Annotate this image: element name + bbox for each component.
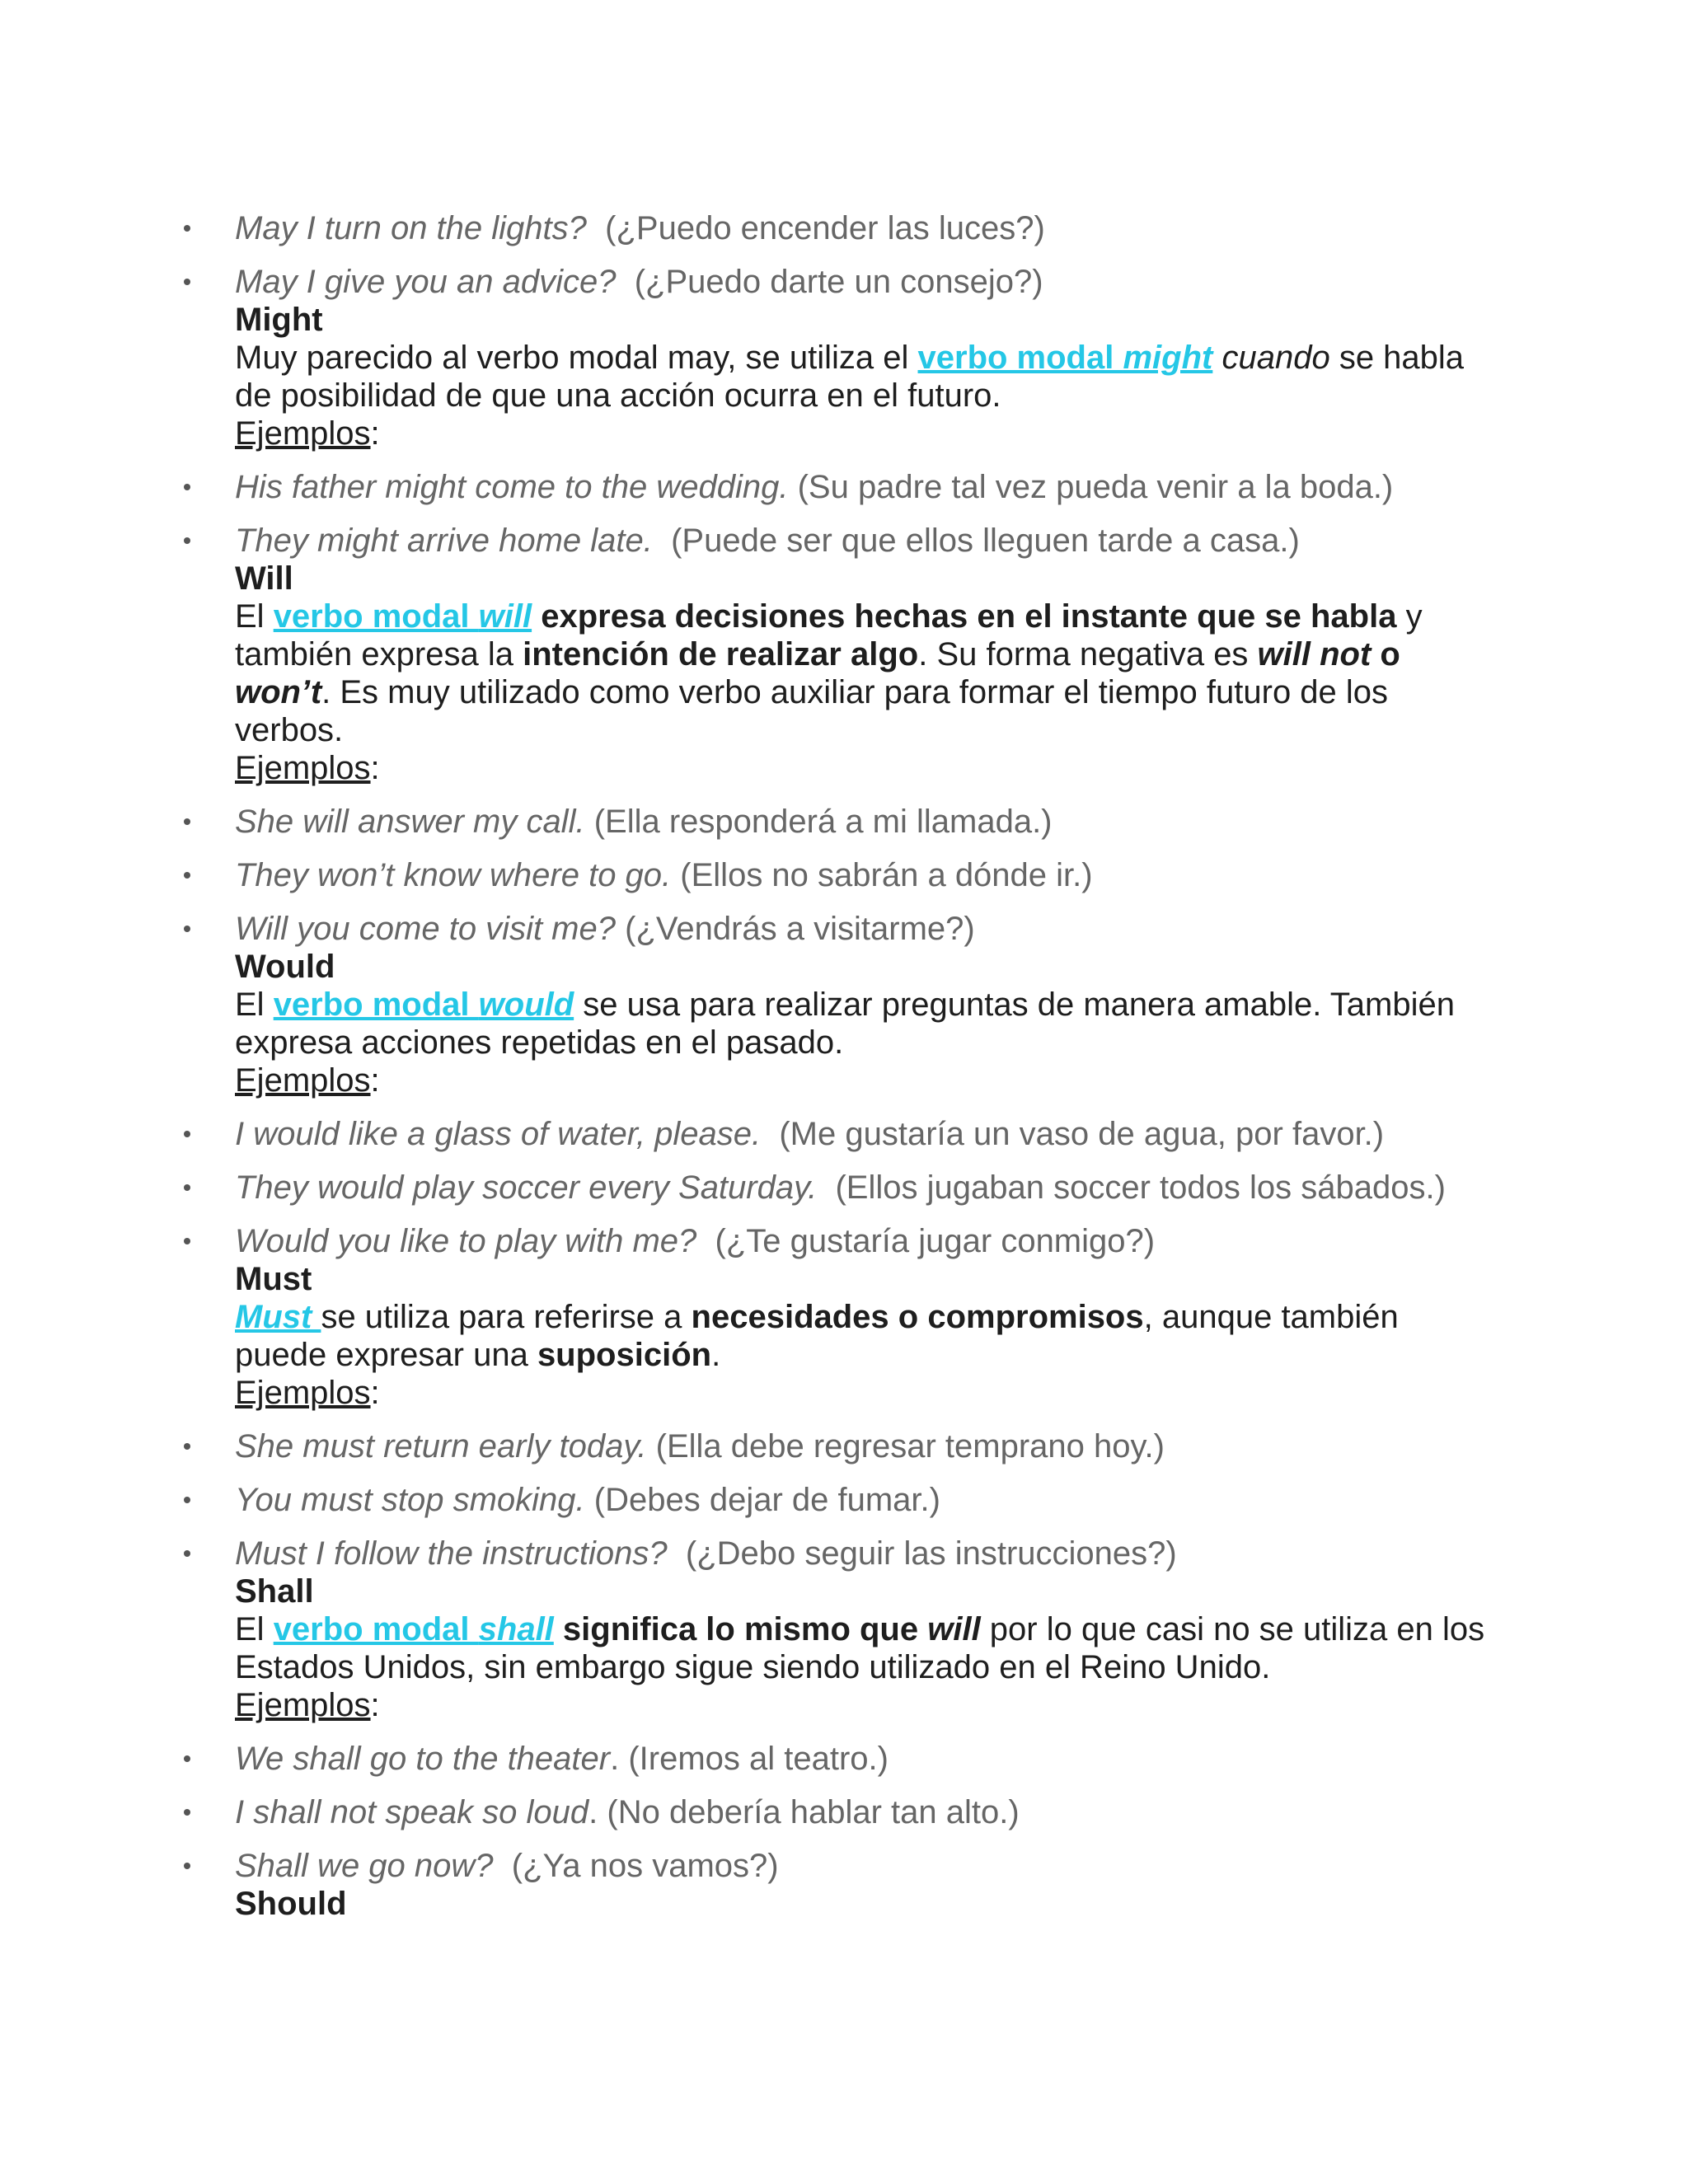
list-item [235, 910, 1488, 1099]
example-english: You must stop smoking. [235, 1482, 585, 1518]
example-english: They might arrive home late. [235, 523, 653, 559]
examples-label: Ejemplos: [235, 750, 380, 786]
examples-label: Ejemplos: [235, 1375, 380, 1411]
list-item [235, 1535, 1488, 1724]
bullet-icon [184, 1863, 190, 1869]
section-heading: Must [235, 1261, 312, 1297]
example-spanish: (Puede ser que ellos lleguen tarde a casa.) [671, 523, 1300, 559]
section-description: El verbo modal will expresa decisiones hechas en el instante que se habla y también expresa la intención de realizar algo. Su forma negativa es will not o won’t. Es muy utilizado como verbo auxiliar para formar el tiempo futuro de los verbos. [235, 598, 1423, 748]
section-should [235, 1885, 1488, 1923]
example-english: Must I follow the instructions? [235, 1535, 668, 1572]
example-english: We shall go to the theater [235, 1741, 611, 1777]
bullet-icon [184, 1238, 190, 1244]
bullet-icon [184, 1550, 190, 1557]
bullet-icon [184, 537, 190, 544]
example-english: May I turn on the lights? [235, 210, 587, 246]
example-spanish: (¿Puedo encender las luces?) [605, 210, 1045, 246]
list-item [235, 803, 1488, 841]
bullet-icon [184, 1131, 190, 1137]
example-spanish: (¿Vendrás a visitarme?) [625, 911, 975, 947]
section-heading: Might [235, 302, 323, 338]
section-heading: Shall [235, 1573, 314, 1610]
would-link[interactable]: verbo modal would [273, 987, 574, 1023]
section-might [235, 301, 1488, 452]
example-spanish: (Debes dejar de fumar.) [593, 1482, 940, 1518]
example-spanish: (¿Te gustaría jugar conmigo?) [715, 1223, 1156, 1259]
example-spanish: (Ellos jugaban soccer todos los sábados.) [835, 1169, 1446, 1206]
bullet-icon [184, 818, 190, 825]
example-spanish: (Me gustaría un vaso de agua, por favor.) [779, 1116, 1385, 1152]
section-shall [235, 1572, 1488, 1724]
shall-link[interactable]: verbo modal shall [273, 1611, 554, 1647]
bullet-icon [184, 484, 190, 490]
example-spanish: . (No debería hablar tan alto.) [588, 1794, 1020, 1830]
might-link[interactable]: verbo modal might [917, 340, 1213, 376]
list-item [235, 263, 1488, 452]
section-must [235, 1260, 1488, 1412]
example-spanish: (¿Ya nos vamos?) [511, 1848, 779, 1884]
examples-label: Ejemplos: [235, 415, 380, 452]
example-english: May I give you an advice? [235, 264, 617, 300]
bullet-icon [184, 1809, 190, 1816]
bullet-icon [184, 1497, 190, 1503]
example-english: They would play soccer every Saturday. [235, 1169, 818, 1206]
bullet-icon [184, 1184, 190, 1191]
list-item [235, 1847, 1488, 1923]
example-english: Will you come to visit me? [235, 911, 616, 947]
example-english: Would you like to play with me? [235, 1223, 697, 1259]
list-item [235, 209, 1488, 247]
bullet-icon [184, 279, 190, 285]
document-content [235, 209, 1488, 1938]
section-heading: Would [235, 949, 335, 985]
section-will [235, 560, 1488, 787]
example-english: She will answer my call. [235, 804, 585, 840]
section-would [235, 948, 1488, 1099]
section-description: Must se utiliza para referirse a necesidades o compromisos, aunque también puede expresar una suposición. [235, 1299, 1399, 1373]
list-item [235, 1793, 1488, 1831]
example-spanish: (Su padre tal vez pueda venir a la boda.) [797, 469, 1394, 505]
list-item [235, 1740, 1488, 1778]
example-spanish: (Ella debe regresar temprano hoy.) [655, 1428, 1165, 1465]
must-link[interactable]: Must [235, 1299, 321, 1335]
example-spanish: (Ella responderá a mi llamada.) [593, 804, 1053, 840]
list-item [235, 1481, 1488, 1519]
bullet-icon [184, 872, 190, 879]
section-description: El verbo modal would se usa para realizar preguntas de manera amable. También expresa acciones repetidas en el pasado. [235, 987, 1455, 1061]
list-item [235, 522, 1488, 787]
list-item [235, 1115, 1488, 1153]
example-spanish: . (Iremos al teatro.) [610, 1741, 889, 1777]
bullet-icon [184, 1755, 190, 1762]
list-item [235, 1427, 1488, 1465]
bullet-icon [184, 1443, 190, 1450]
examples-label: Ejemplos: [235, 1687, 380, 1723]
example-english: I would like a glass of water, please. [235, 1116, 762, 1152]
example-english: I shall not speak so loud [235, 1794, 589, 1830]
section-description: Muy parecido al verbo modal may, se utiliza el verbo modal might cuando se habla de posibilidad de que una acción ocurra en el futuro. [235, 340, 1465, 414]
will-link[interactable]: verbo modal will [273, 598, 532, 635]
list-item [235, 1169, 1488, 1207]
bullet-icon [184, 926, 190, 932]
bullet-icon [184, 225, 190, 232]
section-heading: Should [235, 1886, 347, 1922]
example-english: His father might come to the wedding. [235, 469, 789, 505]
example-english: She must return early today. [235, 1428, 647, 1465]
section-description: El verbo modal shall significa lo mismo que will por lo que casi no se utiliza en los Estados Unidos, sin embargo sigue siendo utilizado en el Reino Unido. [235, 1611, 1485, 1685]
list-item [235, 856, 1488, 894]
example-spanish: (Ellos no sabrán a dónde ir.) [680, 857, 1093, 893]
list-item [235, 468, 1488, 506]
example-english: Shall we go now? [235, 1848, 494, 1884]
example-english: They won’t know where to go. [235, 857, 672, 893]
example-spanish: (¿Puedo darte un consejo?) [634, 264, 1043, 300]
examples-label: Ejemplos: [235, 1062, 380, 1099]
example-spanish: (¿Debo seguir las instrucciones?) [685, 1535, 1177, 1572]
list-item [235, 1222, 1488, 1412]
section-heading: Will [235, 560, 293, 597]
